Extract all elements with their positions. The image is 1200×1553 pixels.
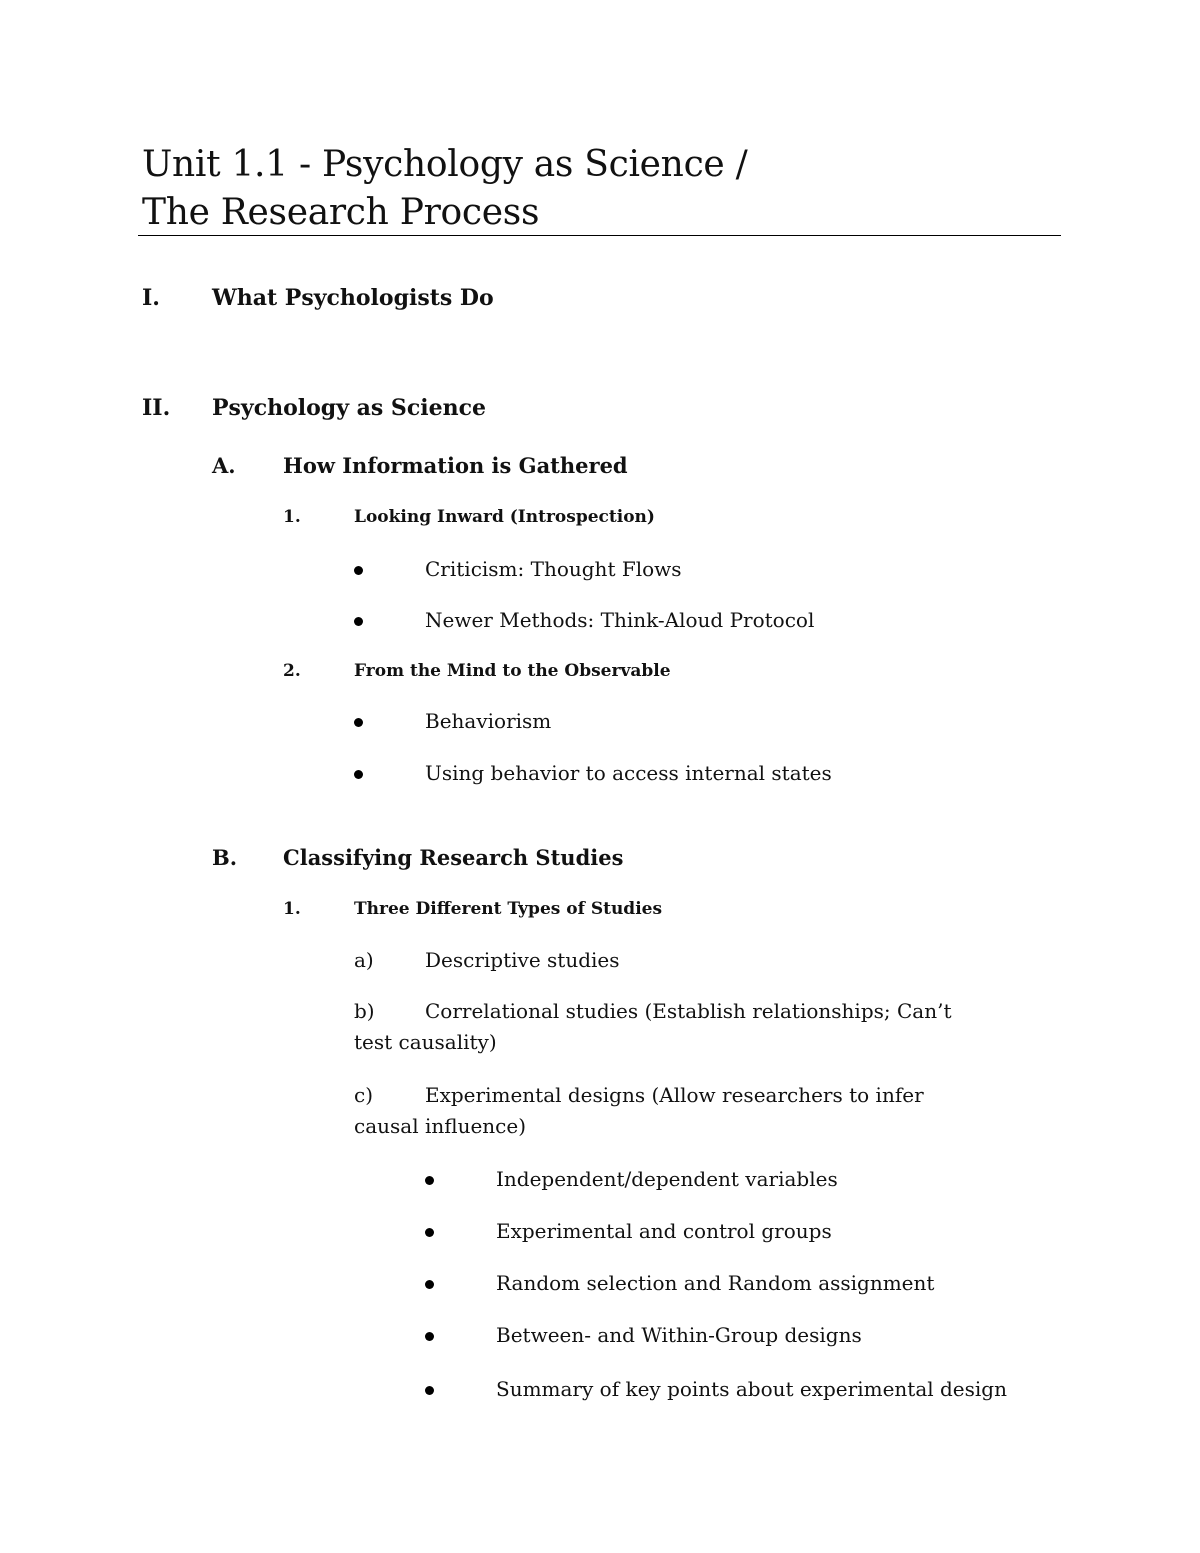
section-title: Psychology as Science [212, 395, 486, 421]
list-item-text: Independent/dependent variables [496, 1167, 838, 1191]
list-item [354, 761, 994, 789]
list-item-text: Criticism: Thought Flows [425, 557, 682, 581]
list-item [425, 1323, 1065, 1351]
topic-title: From the Mind to the Observable [354, 661, 671, 681]
list-item-text: Behaviorism [425, 709, 552, 733]
study-type-item [354, 1080, 994, 1142]
study-type-letter: a) [354, 948, 374, 972]
section-number: II. [142, 395, 171, 421]
study-type-item [354, 948, 994, 976]
bullet-icon [354, 617, 363, 626]
list-item [425, 1219, 1065, 1247]
section-title: What Psychologists Do [212, 285, 494, 311]
section-heading [142, 285, 942, 315]
bullet-icon [425, 1386, 434, 1395]
bullet-icon [354, 718, 363, 727]
bullet-icon [354, 770, 363, 779]
bullet-icon [425, 1280, 434, 1289]
bullet-icon [425, 1228, 434, 1237]
list-item [425, 1271, 1065, 1299]
topic-number: 2. [283, 661, 301, 681]
title-line-2: The Research Process [142, 192, 540, 233]
bullet-icon [354, 566, 363, 575]
topic-heading [283, 661, 983, 687]
list-item [354, 557, 994, 585]
study-type-item [354, 996, 994, 1058]
document-title [142, 141, 1062, 237]
list-item-text: Newer Methods: Think-Aloud Protocol [425, 608, 815, 632]
list-item-text: Summary of key points about experimental design [496, 1377, 1007, 1401]
list-item [425, 1167, 1065, 1195]
study-type-text: Correlational studies (Establish relationships; Can’t test causality) [354, 999, 952, 1054]
list-item [354, 709, 994, 737]
section-number: I. [142, 285, 160, 311]
list-item-text: Random selection and Random assignment [496, 1271, 935, 1295]
topic-heading [283, 507, 983, 533]
topic-title: Looking Inward (Introspection) [354, 507, 655, 527]
list-item-text: Using behavior to access internal states [425, 761, 832, 785]
subsection-title: How Information is Gathered [283, 453, 628, 478]
list-item-text: Between- and Within-Group designs [496, 1323, 862, 1347]
title-underline [138, 235, 1061, 236]
topic-heading [283, 899, 983, 925]
list-item [425, 1377, 1065, 1405]
section-heading [142, 395, 942, 425]
subsection-letter: B. [212, 845, 238, 870]
bullet-icon [425, 1332, 434, 1341]
subsection-heading [212, 453, 1012, 483]
subsection-letter: A. [212, 453, 236, 478]
subsection-heading [212, 845, 1012, 875]
study-type-letter: b) [354, 999, 375, 1023]
list-item-text: Experimental and control groups [496, 1219, 832, 1243]
topic-number: 1. [283, 507, 301, 527]
study-type-text: Descriptive studies [425, 948, 620, 972]
topic-number: 1. [283, 899, 301, 919]
subsection-title: Classifying Research Studies [283, 845, 624, 870]
bullet-icon [425, 1176, 434, 1185]
list-item [354, 608, 994, 636]
topic-title: Three Different Types of Studies [354, 899, 663, 919]
title-line-1: Unit 1.1 - Psychology as Science / [142, 144, 748, 185]
study-type-text: Experimental designs (Allow researchers to infer causal influence) [354, 1083, 924, 1138]
study-type-letter: c) [354, 1083, 374, 1107]
